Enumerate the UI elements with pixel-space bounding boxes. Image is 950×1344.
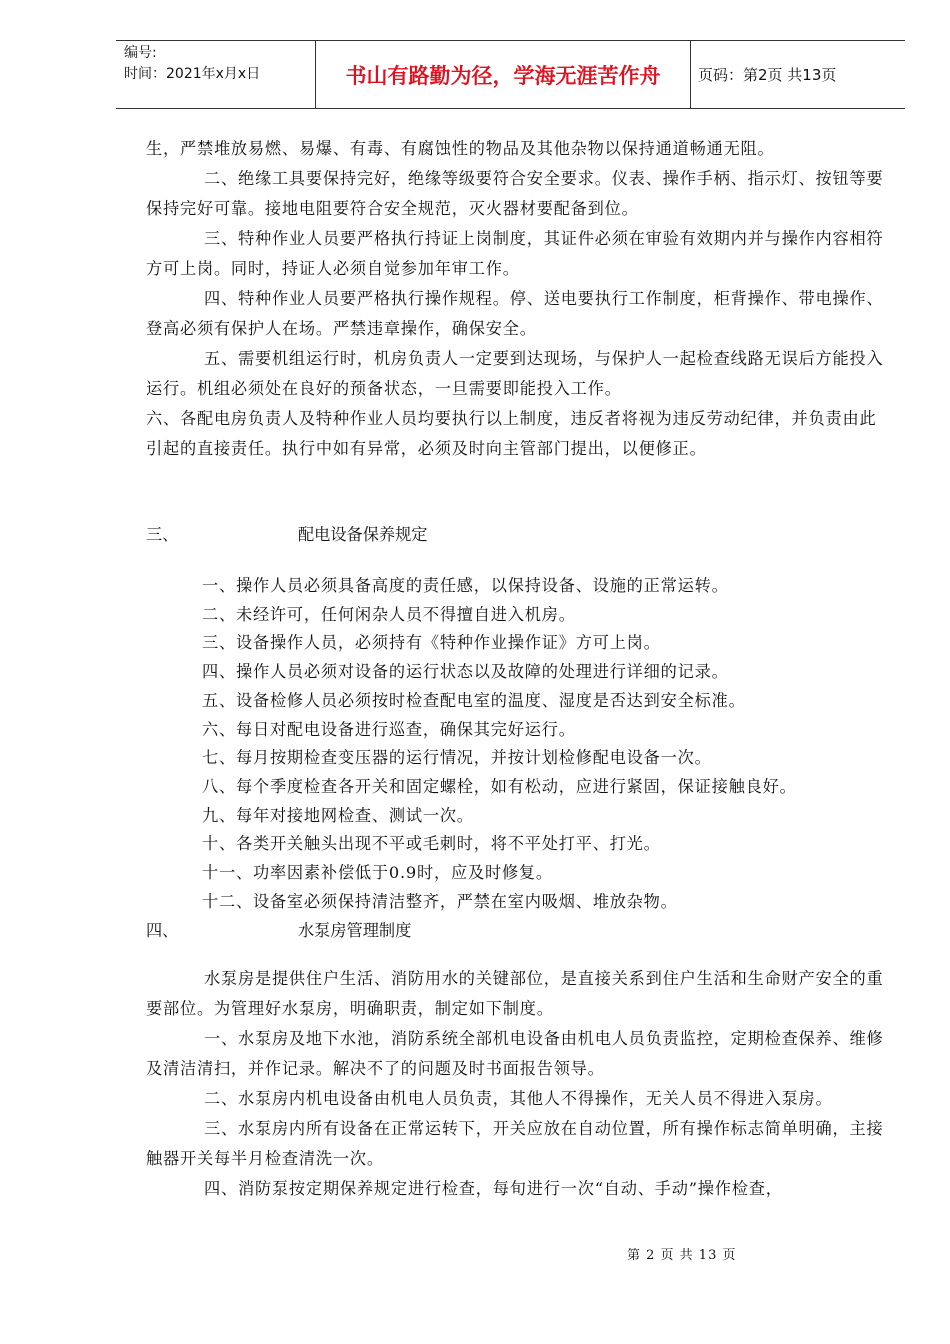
document-number-label: 编号: bbox=[124, 45, 157, 61]
paragraph: 五、需要机组运行时，机房负责人一定要到达现场，与保护人一起检查线路无误后方能投入运行。机组必须处在良好的预备状态，一旦需要即能投入工作。 bbox=[146, 349, 884, 398]
paragraph: 二、绝缘工具要保持完好，绝缘等级要符合安全要求。仪表、操作手柄、指示灯、按钮等要保持完好可靠。接地电阻要符合安全规范，灭火器材要配备到位。 bbox=[146, 169, 884, 218]
document-body bbox=[146, 134, 891, 1204]
list-item: 七、每月按期检查变压器的运行情况，并按计划检修配电设备一次。 bbox=[202, 748, 712, 768]
list-item: 二、未经许可，任何闲杂人员不得擅自进入机房。 bbox=[202, 604, 576, 624]
list-item: 十一、功率因素补偿低于0.9时，应及时修复。 bbox=[202, 863, 553, 883]
page-header bbox=[116, 40, 905, 109]
paragraph: 四、消防泵按定期保养规定进行检查，每旬进行一次“自动、手动”操作检查， bbox=[204, 1179, 783, 1199]
section-title: 水泵房管理制度 bbox=[298, 921, 412, 941]
paragraph: 四、特种作业人员要严格执行操作规程。停、送电要执行工作制度，柜背操作、带电操作、登高必须有保护人在场。严禁违章操作，确保安全。 bbox=[146, 289, 884, 338]
section4-content bbox=[146, 964, 891, 1204]
list-item: 六、每日对配电设备进行巡查，确保其完好运行。 bbox=[202, 719, 576, 739]
paragraph: 六、各配电房负责人及特种作业人员均要执行以上制度，违反者将视为违反劳动纪律，并负责由此引起的直接责任。执行中如有异常，必须及时向主管部门提出，以便修正。 bbox=[146, 409, 877, 458]
list-item: 十二、设备室必须保持清洁整齐，严禁在室内吸烟、堆放杂物。 bbox=[202, 891, 678, 911]
paragraph: 二、水泵房内机电设备由机电人员负责，其他人不得操作，无关人员不得进入泵房。 bbox=[204, 1089, 833, 1109]
list-item: 九、每年对接地网检查、测试一次。 bbox=[202, 805, 474, 825]
section-title: 配电设备保养规定 bbox=[298, 525, 428, 544]
list-item: 三、设备操作人员，必须持有《特种作业操作证》方可上岗。 bbox=[202, 633, 661, 653]
header-page-info: 页码：第2页 共13页 bbox=[698, 66, 837, 84]
section3-list bbox=[146, 572, 891, 916]
paragraph: 水泵房是提供住户生活、消防用水的关键部位，是直接关系到住户生活和生命财产安全的重要部位。为管理好水泵房，明确职责，制定如下制度。 bbox=[146, 969, 884, 1019]
paragraph: 一、水泵房及地下水池，消防系统全部机电设备由机电人员负责监控，定期检查保养、维修及清洁清扫，并作记录。解决不了的问题及时书面报告领导。 bbox=[146, 1029, 884, 1079]
header-meta bbox=[124, 43, 260, 85]
list-item: 四、操作人员必须对设备的运行状态以及故障的处理进行详细的记录。 bbox=[202, 662, 729, 682]
paragraph: 三、特种作业人员要严格执行持证上岗制度，其证件必须在审验有效期内并与操作内容相符方可上岗。同时，持证人必须自觉参加年审工作。 bbox=[146, 229, 884, 278]
list-item: 八、每个季度检查各开关和固定螺栓，如有松动，应进行紧固，保证接触良好。 bbox=[202, 776, 797, 796]
page-footer: 第 2 页 共 13 页 bbox=[627, 1248, 737, 1263]
paragraph: 三、水泵房内所有设备在正常运转下，开关应放在自动位置，所有操作标志简单明确，主接触器开关每半月检查清洗一次。 bbox=[146, 1119, 884, 1169]
list-item: 五、设备检修人员必须按时检查配电室的温度、湿度是否达到安全标准。 bbox=[202, 690, 746, 710]
section-number: 三、 bbox=[146, 525, 179, 544]
paragraph: 生，严禁堆放易燃、易爆、有毒、有腐蚀性的物品及其他杂物以保持通道畅通无阻。 bbox=[146, 139, 775, 158]
list-item: 十、各类开关触头出现不平或毛刺时，将不平处打平、打光。 bbox=[202, 834, 661, 854]
header-motto: 书山有路勤为径，学海无涯苦作舟 bbox=[315, 41, 691, 108]
document-time-label: 时间：2021年x月x日 bbox=[124, 66, 261, 82]
section-heading-3 bbox=[146, 520, 891, 550]
section-number: 四、 bbox=[146, 921, 179, 941]
section-heading-4 bbox=[146, 916, 891, 946]
list-item: 一、操作人员必须具备高度的责任感，以保持设备、设施的正常运转。 bbox=[202, 576, 729, 595]
